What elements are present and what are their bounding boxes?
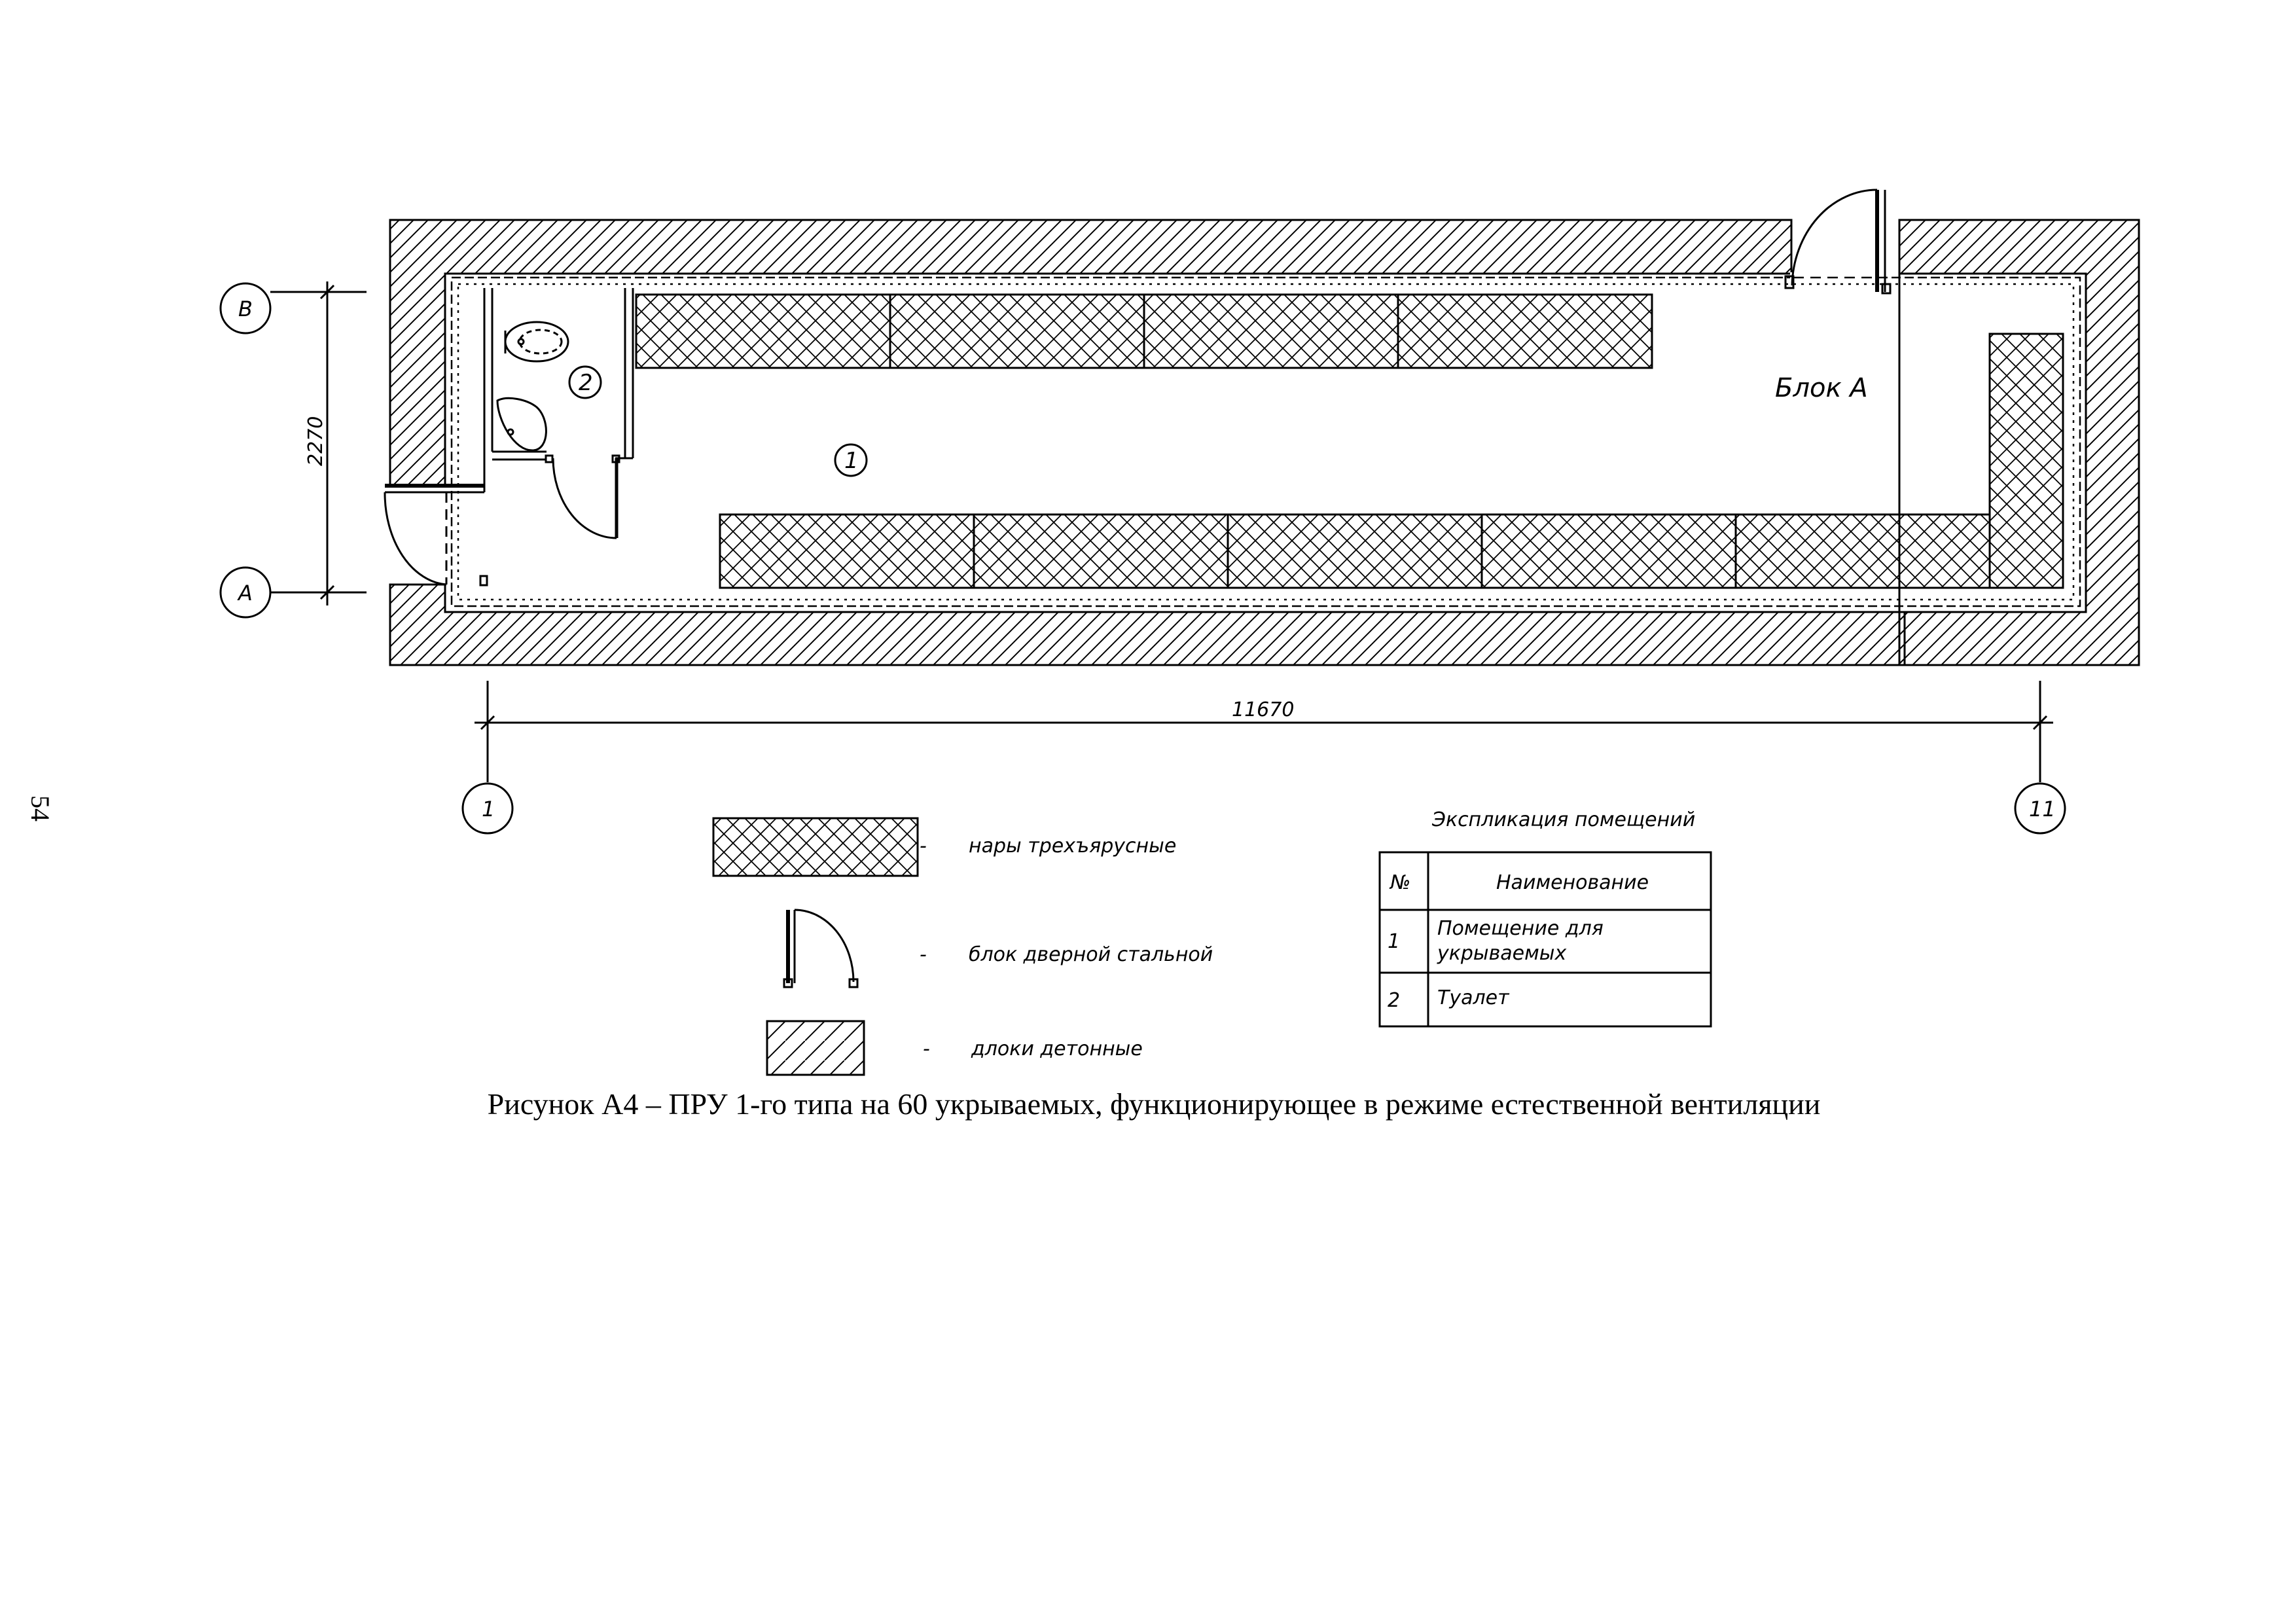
bunk <box>1398 295 1652 368</box>
bunk <box>1228 514 1482 588</box>
legend-concrete-swatch <box>767 1021 864 1075</box>
page-number: 54 <box>26 795 55 821</box>
legend-bunks-swatch <box>713 818 918 876</box>
legend-bunks-label: нары трехъярусные <box>969 835 1177 857</box>
toilet-bowl <box>505 322 568 361</box>
bunk <box>974 514 1228 588</box>
figure-caption: Рисунок А4 – ПРУ 1-го типа на 60 укрываемых, функционирующее в режиме естественной вентиляции <box>487 1087 1821 1121</box>
explication-row-1-name-1: Помещение для <box>1437 917 1604 940</box>
bunk <box>636 295 890 368</box>
legend-dash: - <box>920 943 927 966</box>
bunk <box>890 295 1144 368</box>
block-label: Блок А <box>1775 373 1868 403</box>
bunk <box>720 514 974 588</box>
legend-door-label: блок дверной стальной <box>969 943 1213 966</box>
toilet-room <box>484 288 633 538</box>
sink <box>497 398 546 450</box>
legend-door-symbol <box>784 910 857 987</box>
bunk <box>1144 295 1398 368</box>
dimension-length: 11670 <box>1232 698 1295 721</box>
room-2-number: 2 <box>579 370 593 396</box>
explication-title: Экспликация помещений <box>1432 808 1696 831</box>
legend <box>713 818 1213 1075</box>
bunk <box>1736 514 1990 588</box>
entry-door-left <box>385 486 487 585</box>
axis-11-label: 11 <box>2029 797 2056 821</box>
explication-row-2-name-1: Туалет <box>1437 986 1509 1009</box>
bunk <box>1482 514 1736 588</box>
room-markers <box>569 367 1868 476</box>
explication-row-1-no: 1 <box>1388 930 1401 953</box>
axis-b-label: В <box>238 297 253 321</box>
explication-row-1-name-2: укрываемых <box>1437 942 1567 965</box>
bunk <box>1990 334 2063 588</box>
explication-col-no: № <box>1390 871 1411 894</box>
axis-1-label: 1 <box>482 797 495 821</box>
bunks-bottom-row <box>720 334 2063 588</box>
bunks-top-row <box>636 295 1652 368</box>
wall-bottom <box>390 585 1905 665</box>
explication-col-name: Наименование <box>1496 871 1649 894</box>
explication-row-2-no: 2 <box>1388 989 1401 1012</box>
room-1-number: 1 <box>844 448 859 474</box>
dimension-height: 2270 <box>304 416 327 466</box>
explication-table <box>1380 808 1711 1026</box>
axis-a-label: А <box>238 581 253 605</box>
legend-dash: - <box>923 1038 930 1060</box>
legend-concrete-label: длоки детонные <box>971 1038 1143 1060</box>
legend-dash: - <box>920 835 927 857</box>
